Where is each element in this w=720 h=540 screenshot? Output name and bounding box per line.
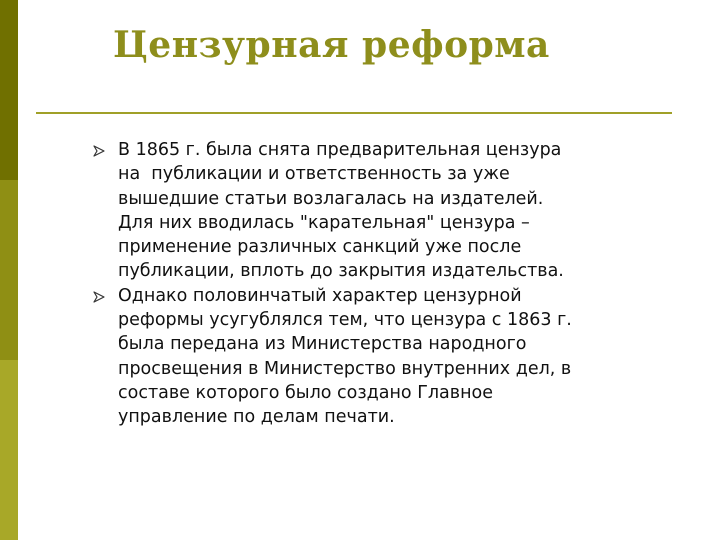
slide-title: Цензурная реформа: [113, 24, 550, 66]
text-line: управление по делам печати.: [118, 407, 395, 428]
title-divider: [36, 112, 672, 114]
bullet-text-1: [118, 138, 643, 284]
bullet-text-2: [118, 284, 643, 430]
text-line: применение различных санкций уже после: [118, 237, 522, 258]
bullet-item-1: [0, 138, 720, 284]
text-line: составе которого было создано Главное: [118, 382, 494, 403]
text-line: Однако половинчатый характер цензурной: [118, 285, 522, 306]
text-line: В 1865 г. была снята предварительная цензура: [118, 140, 562, 160]
text-line: реформы усугублялся тем, что цензура с 1863 г.: [118, 310, 572, 331]
arrowhead-bullet-icon: [93, 291, 105, 303]
text-line: просвещения в Министерство внутренних дел, в: [118, 358, 572, 379]
bullet-item-2: [0, 284, 720, 430]
text-line: вышедшие статьи возлагалась на издателей.: [118, 188, 544, 209]
text-line: Для них вводилась "карательная" цензура –: [118, 212, 530, 233]
arrowhead-bullet-icon: [93, 145, 105, 157]
text-line: публикации, вплоть до закрытия издательства.: [118, 261, 564, 282]
text-line: на публикации и ответственность за уже: [118, 164, 510, 185]
bullet-list: [0, 138, 720, 430]
text-line: была передана из Министерства народного: [118, 334, 527, 355]
